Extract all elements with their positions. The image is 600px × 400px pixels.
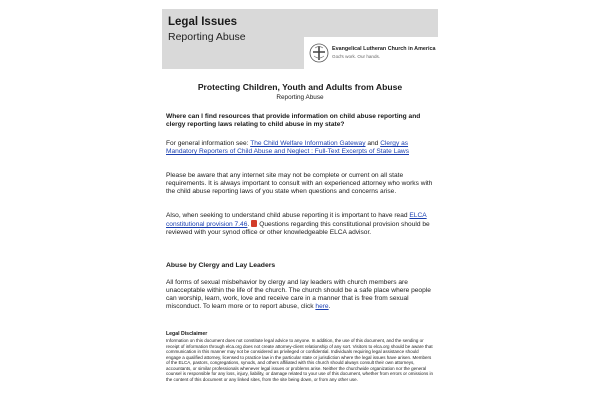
document-title: Protecting Children, Youth and Adults from Abuse [197,82,403,92]
general-info-middle: and [365,140,381,147]
elca-logo [304,37,438,69]
document-subtitle: Reporting Abuse [276,94,324,101]
general-info-prefix: For general information see: [166,140,251,147]
page-header [162,9,438,69]
abuse-text-prefix: All forms of sexual misbehavior by clergy and lay leaders with church members are unacceptable within the life of the church. The church should be a safe place where people can worship, learn, work, love and receive care in a manner that is free from sexual misconduct. To learn more or to report abuse, click [166,279,431,310]
child-welfare-gateway-link[interactable]: The Child Welfare Information Gateway [250,140,366,147]
logo-tagline: God's work. Our hands. [332,54,381,59]
pdf-icon[interactable] [251,220,257,227]
resources-question: Where can I find resources that provide information on child abuse reporting and clergy reporting laws relating to child abuse in my state? [166,113,421,128]
disclaimer-text: Information on this document does not constitute legal advice to anyone. In addition, the use of this document, and the sending or receipt of information through elca.org does not create attorney-client relationship of any sort. Visitors to elca.org should be aware that communication in this manner may not be considered as privileged or confidential. Individuals requiring legal assistance should engage a qualified attorney, licensed to practice law in the particular state or jurisdiction where the legal issues have arisen. Members of the ELCA, pastors, congregations, synods, and others affiliated with this church should always consult their own attorneys, accountants, or similar professionals whenever legal issues or problems arise. Neither the churchwide organization nor the general counsel is responsible for any loss, injury, liability, or damage related to your use of this document, whether from errors or omissions in the content of this document or any linked sites, from the site being down, or from any other use. [166,338,433,382]
abuse-text-suffix: . [328,303,331,310]
header-subtitle: Reporting Abuse [168,31,246,43]
constitution-suffix: Questions regarding this constitutional provision should be reviewed with your synod office or other knowledgeable ELCA advisor. [166,221,430,236]
header-title: Legal Issues [168,16,238,28]
clergy-mandatory-reporters-link[interactable]: Clergy as Mandatory Reporters of Child Abuse and Neglect : Full-Text Excerpts of State Laws [166,140,409,155]
report-abuse-link[interactable]: here [315,303,329,310]
disclaimer-title: Legal Disclaimer [166,331,208,337]
section-heading: Abuse by Clergy and Lay Leaders [166,262,276,269]
elca-cross-logo-icon [309,43,329,63]
logo-name: Evangelical Lutheran Church in America [332,46,436,52]
caution-paragraph: Please be aware that any internet site may not be complete or current on all state requirements. It is always important to consult with an experienced attorney who works with the child abuse reporting laws of you state when questions and concerns arise. [166,172,433,195]
constitution-paragraph: Also, when seeking to understand child abuse reporting it is important to have read ELCA constitutional provision 7.46. Questions regarding this constitutional provision should be reviewed with your synod office or other knowledgeable ELCA advisor. [166,212,430,236]
abuse-paragraph [166,279,434,311]
general-info-paragraph [166,140,434,156]
document-page [162,9,438,400]
constitution-prefix: Also, when seeking to understand child abuse reporting it is important to have read [166,212,410,219]
elca-constitution-link[interactable]: ELCA constitutional provision 7.46 [166,212,427,228]
